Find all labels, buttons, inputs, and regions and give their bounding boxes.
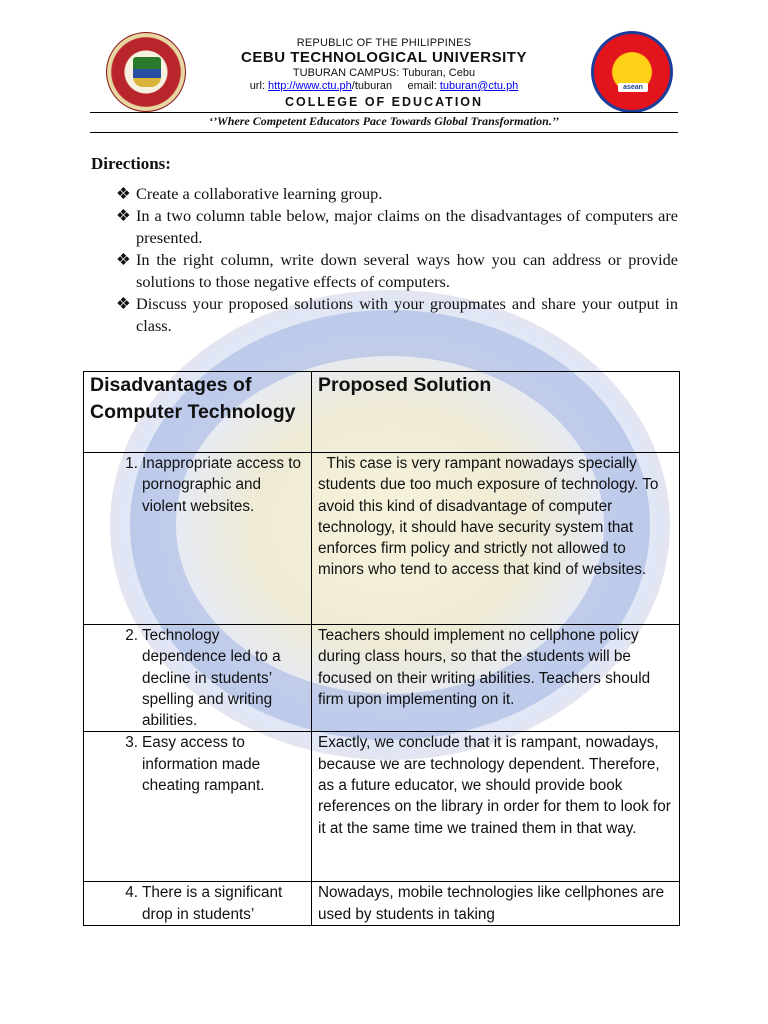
disadvantage-text: Technology dependence led to a decline in students’ spelling and writing abilities.	[142, 627, 281, 730]
table-row	[84, 625, 680, 732]
solution-text: This case is very rampant nowadays specially students due too much exposure of technology. To avoid this kind of disadvantage of computer technology, it should have security system that enforces firm policy and strictly not allowed to minors who tend to access that kind of websites.	[318, 455, 659, 579]
solution-cell[interactable]	[312, 453, 680, 625]
asean-logo-text: asean	[618, 83, 648, 92]
campus-line: TUBURAN CAMPUS: Tuburan, Cebu	[292, 67, 476, 79]
url-link[interactable]: http://www.ctu.ph	[268, 80, 352, 92]
solution-text: Nowadays, mobile technologies like cellphones are used by students in taking	[318, 884, 665, 923]
item-number: 1.	[125, 455, 138, 472]
directions-title: Directions:	[91, 154, 171, 173]
header-proposed-solution: Proposed Solution	[312, 372, 680, 453]
url-suffix: /tuburan	[351, 80, 393, 92]
solution-cell[interactable]	[312, 625, 680, 732]
email-link[interactable]: tuburan@ctu.ph	[439, 80, 519, 92]
bullet-diamond-icon: ❖	[116, 294, 131, 313]
disadvantage-cell	[84, 882, 312, 926]
university-name: CEBU TECHNOLOGICAL UNIVERSITY	[241, 49, 527, 66]
table-row	[84, 732, 680, 882]
republic-line: REPUBLIC OF THE PHILIPPINES	[296, 37, 472, 49]
table-header-row	[84, 372, 680, 453]
disadvantage-text: Easy access to information made cheating rampant.	[142, 734, 265, 795]
disadvantage-cell	[84, 732, 312, 882]
contact-line	[0, 80, 768, 92]
disadvantage-text: Inappropriate access to pornographic and violent websites.	[142, 455, 302, 515]
bullet-diamond-icon: ❖	[116, 250, 131, 269]
motto: ‘’Where Competent Educators Pace Towards Global Transformation.’’	[209, 114, 559, 128]
disadvantage-cell	[84, 625, 312, 732]
solution-text: Teachers should implement no cellphone policy during class hours, so that the students will be focused on their writing abilities. Teachers should firm upon implementing on it.	[318, 627, 651, 708]
college-name: COLLEGE OF EDUCATION	[284, 95, 484, 109]
item-number: 2.	[125, 627, 138, 644]
claims-table	[83, 371, 680, 926]
disadvantage-text: There is a significant drop in students’	[142, 884, 283, 923]
list-item: ❖ Create a collaborative learning group.	[116, 184, 383, 203]
list-item: ❖ In the right column, write down several ways how you can address or provide solutions to those negative effects of computers.	[116, 250, 678, 291]
bullet-diamond-icon: ❖	[116, 184, 131, 203]
solution-cell[interactable]	[312, 732, 680, 882]
list-item: ❖ In a two column table below, major claims on the disadvantages of computers are presented.	[116, 206, 678, 247]
email-label: email:	[407, 80, 440, 92]
table-row	[84, 453, 680, 625]
letterhead	[0, 0, 768, 140]
header-rule-top	[90, 112, 678, 113]
solution-cell[interactable]	[312, 882, 680, 926]
item-number: 3.	[125, 734, 138, 752]
bullet-diamond-icon: ❖	[116, 206, 131, 225]
item-number: 4.	[125, 884, 138, 902]
solution-text: Exactly, we conclude that it is rampant, nowadays, because we are technology dependent. Therefore, as a future educator, we should provide book references on the library in order for them to look for it at the same time we trained them in that way.	[318, 734, 671, 837]
disadvantage-cell	[84, 453, 312, 625]
list-item: ❖ Discuss your proposed solutions with your groupmates and share your output in class.	[116, 294, 678, 335]
header-rule-bottom	[90, 132, 678, 133]
header-disadvantages: Disadvantages of Computer Technology	[84, 372, 312, 453]
table-row	[84, 882, 680, 926]
url-label: url:	[249, 80, 269, 92]
